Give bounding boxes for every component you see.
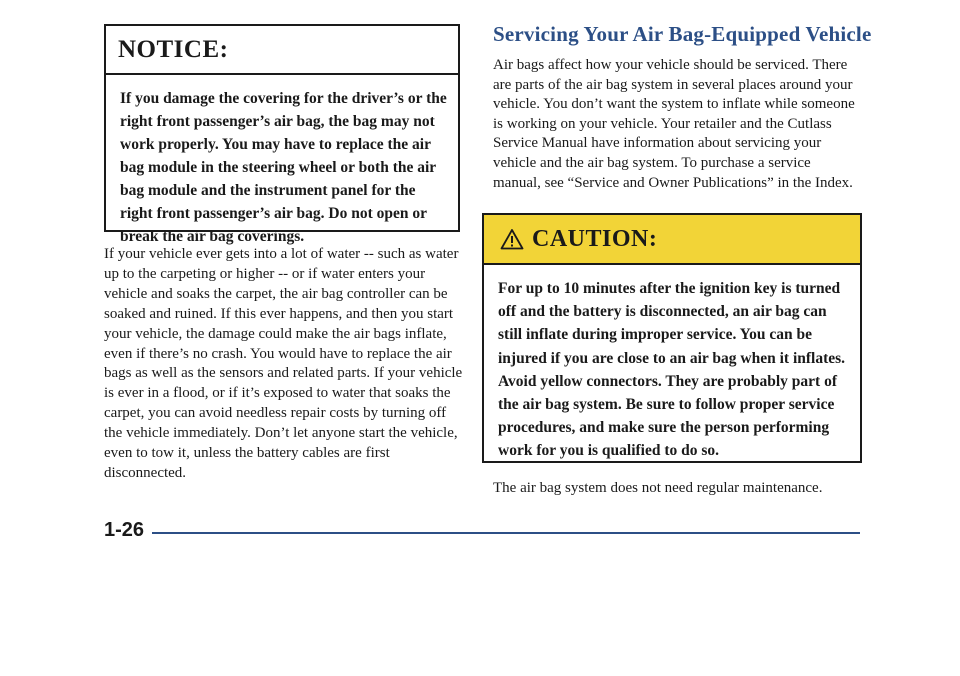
caution-title: CAUTION: <box>532 225 658 252</box>
section-title: Servicing Your Air Bag-Equipped Vehicle <box>493 22 872 46</box>
caution-header <box>484 215 860 265</box>
water-damage-paragraph: If your vehicle ever gets into a lot of water -- such as water up to the carpeting or higher -- or if water enters your vehicle and soaks the carpet, the air bag controller can be soaked and ruined. If this ever happens, and then you start your vehicle, the damage could make the air bags inflate, even if there’s no crash. You would have to replace the air bags as well as the sensors and related parts. If your vehicle is ever in a flood, or if it’s exposed to water that soaks the carpet, you can avoid needless repair costs by turning off the vehicle immediately. Don’t let anyone start the vehicle, even to tow it, unless the battery cables are first disconnected. <box>104 246 463 481</box>
caution-box <box>482 213 862 463</box>
footer-rule <box>152 532 860 534</box>
servicing-paragraph: Air bags affect how your vehicle should be serviced. There are parts of the air bag system in several places around your vehicle. You don’t want the system to inflate while someone is working on your vehicle. Your retailer and the Cutlass Service Manual have information about servicing your vehicle and the air bag system. To purchase a service manual, see “Service and Owner Publications” in the Index. <box>493 57 855 191</box>
maintenance-note: The air bag system does not need regular maintenance. <box>493 480 823 496</box>
caution-body: For up to 10 minutes after the ignition key is turned off and the battery is disconnected, an air bag can still inflate during improper service. You can be injured if you are close to an air bag when it inflates. Avoid yellow connectors. They are probably part of the air bag system. Be sure to follow proper service procedures, and make sure the person performing work for you is qualified to do so. <box>498 280 846 460</box>
warning-triangle-icon <box>500 228 524 250</box>
notice-body: If you damage the covering for the driver’s or the right front passenger’s air bag, the bag may not work properly. You may have to replace the air bag module in the steering wheel or both the air bag module and the instrument panel for the right front passenger’s air bag. Do not open or break the air bag coverings. <box>120 90 447 245</box>
notice-box <box>104 24 460 245</box>
page-number: 1-26 <box>104 519 145 541</box>
notice-title: NOTICE: <box>106 26 458 75</box>
